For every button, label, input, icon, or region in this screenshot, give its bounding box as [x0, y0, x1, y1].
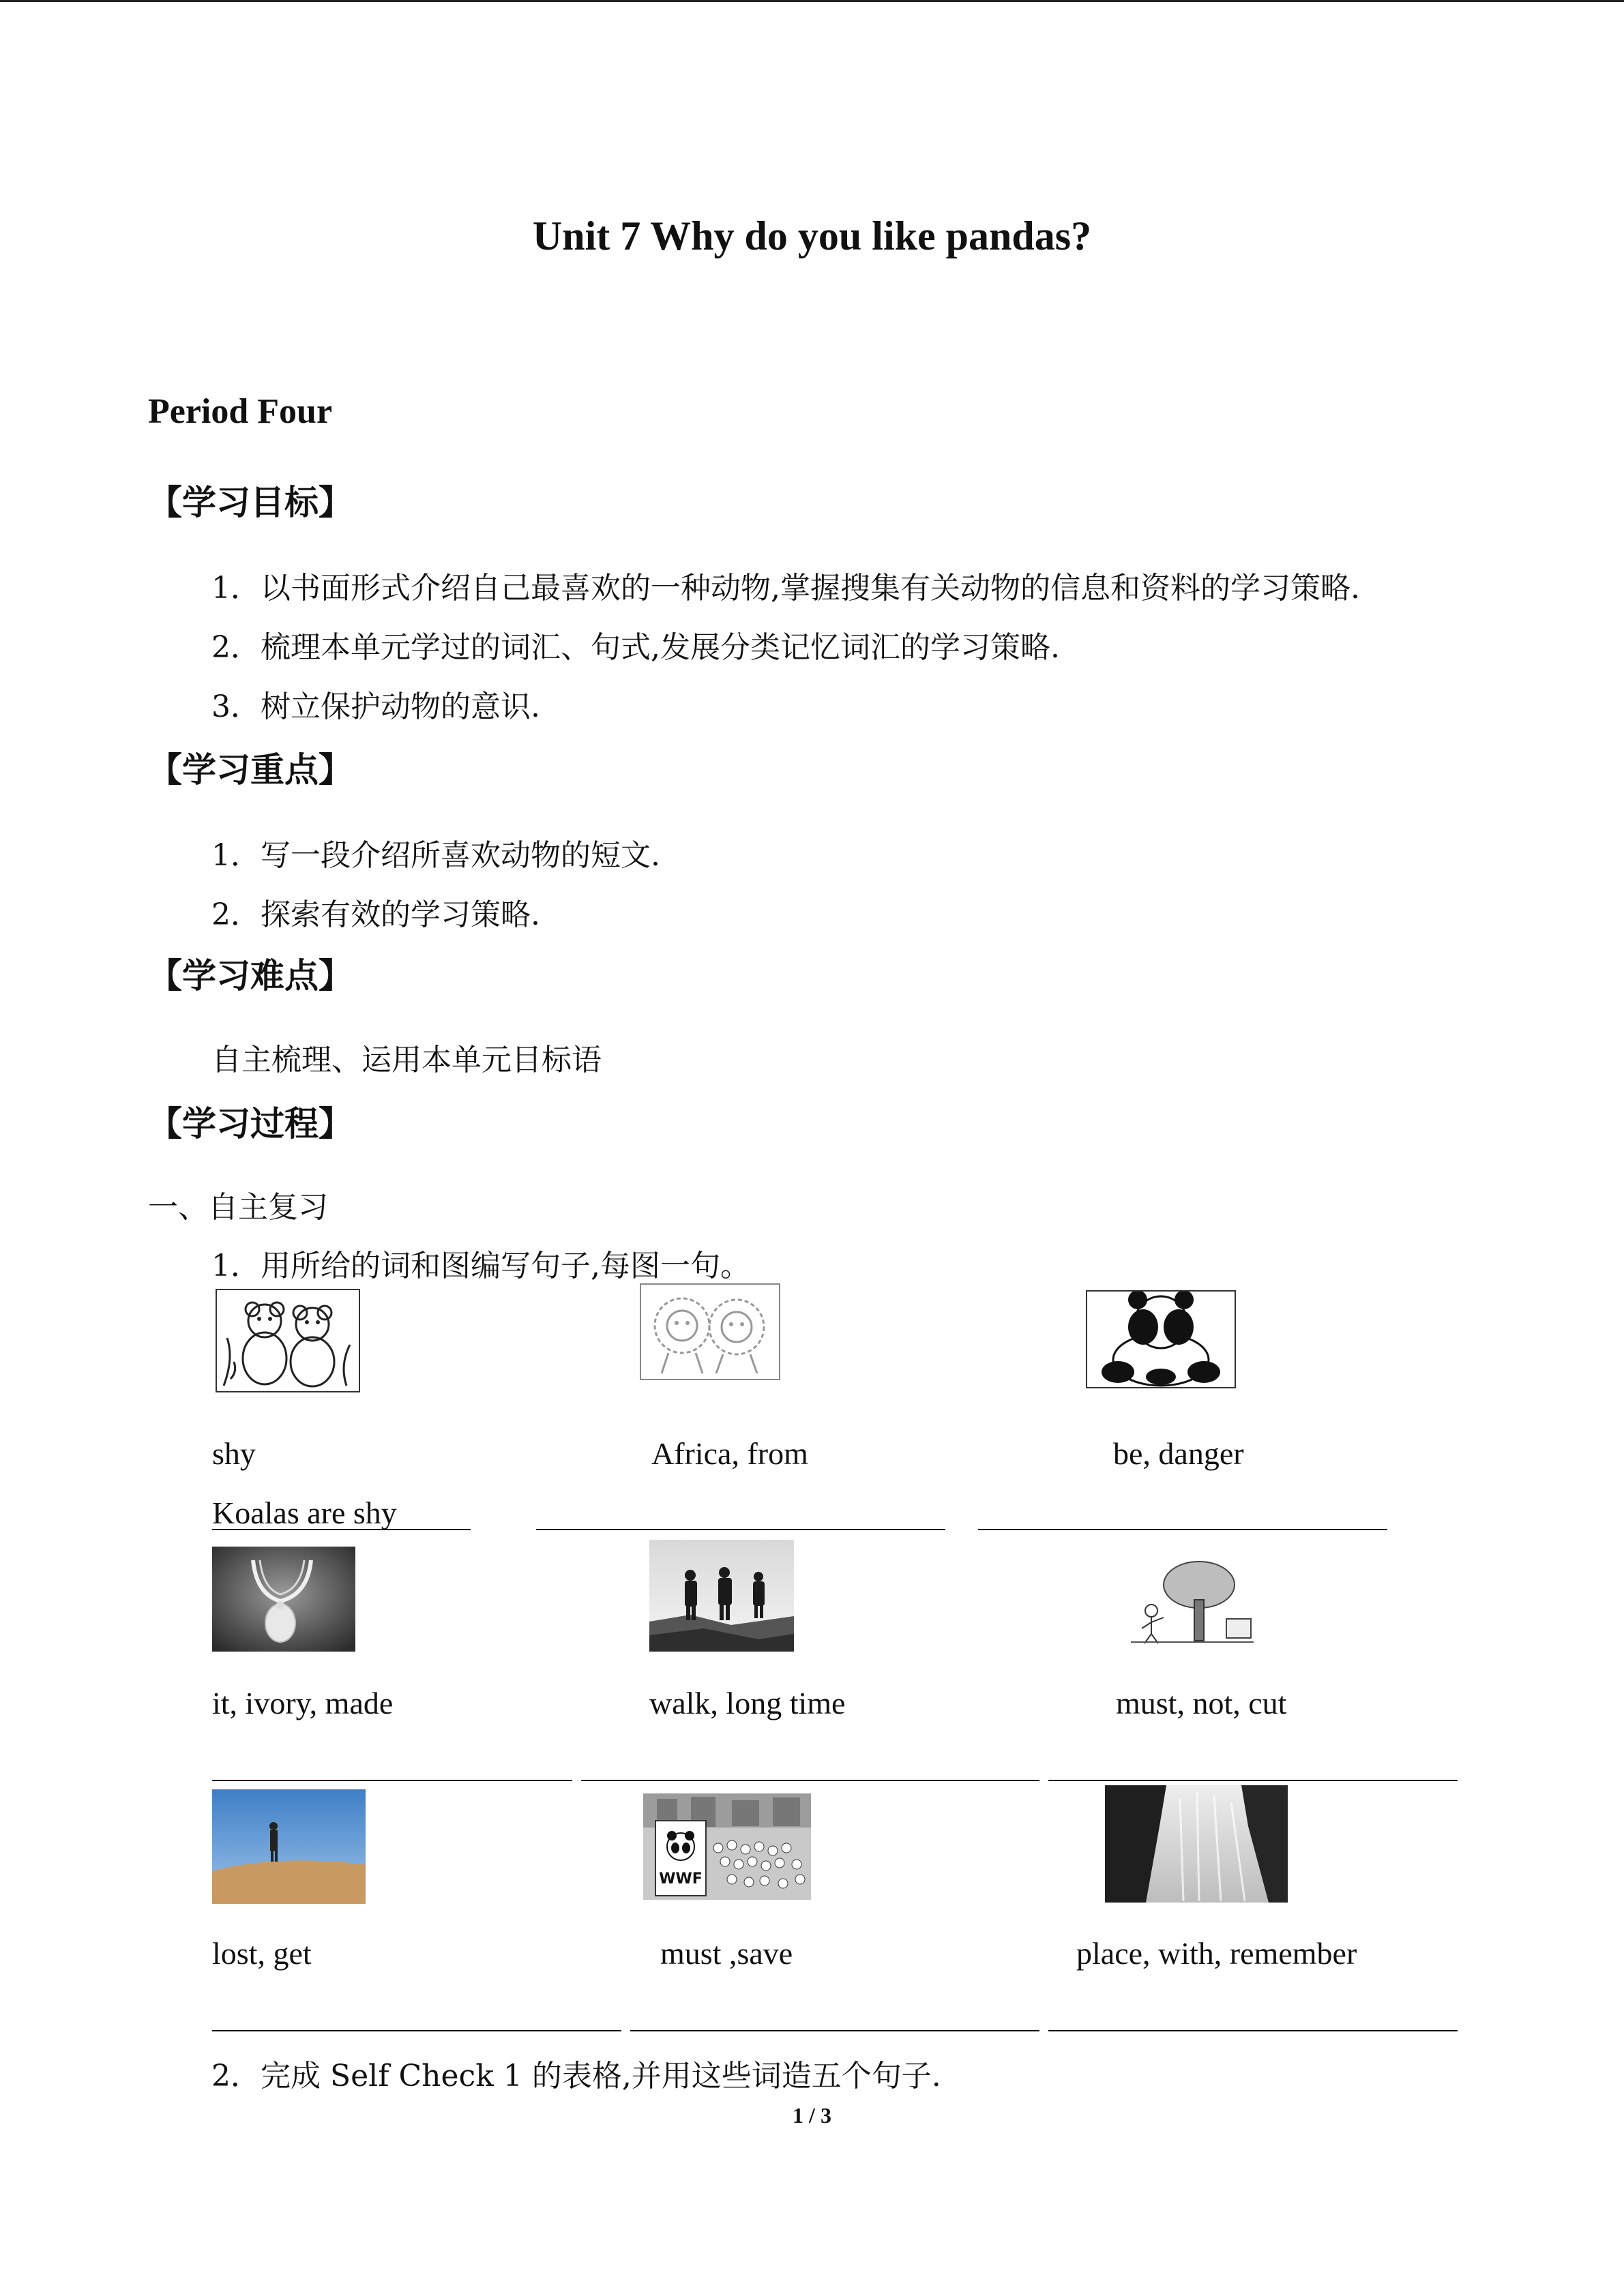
- page-top-border: [0, 0, 1624, 2]
- difficulties-text: 自主梳理、运用本单元目标语: [211, 1043, 602, 1077]
- page-number: 1 / 3: [793, 2103, 831, 2128]
- exercise-caption: shy: [212, 1436, 256, 1471]
- exercise-caption: must ,save: [660, 1936, 793, 1971]
- answer-blank[interactable]: [581, 1780, 1039, 1781]
- exercise-caption: Africa, from: [651, 1436, 808, 1471]
- process-heading: 【学习过程】: [148, 1104, 353, 1144]
- answer-blank[interactable]: [536, 1529, 945, 1530]
- task-one-instruction: 1．用所给的词和图编写句子,每图一句。: [211, 1249, 750, 1283]
- exercise-caption: it, ivory, made: [212, 1686, 394, 1720]
- hikers-photo-icon: [649, 1540, 794, 1652]
- exercise-caption: walk, long time: [649, 1686, 846, 1720]
- answer-blank[interactable]: [630, 2030, 1039, 2031]
- waterfall-photo-icon: [1105, 1785, 1288, 1903]
- task-two-instruction: 2．完成 Self Check 1 的表格,并用这些词造五个句子.: [211, 2059, 941, 2093]
- desert-walker-photo-icon: [212, 1789, 366, 1904]
- answer-blank[interactable]: [212, 1529, 471, 1530]
- objectives-heading: 【学习目标】: [148, 483, 353, 522]
- exercise-caption: lost, get: [212, 1936, 312, 1971]
- exercise-caption: be, danger: [1113, 1436, 1244, 1471]
- wwf-pandas-photo-icon: [643, 1793, 811, 1900]
- exercise-caption: must, not, cut: [1116, 1686, 1287, 1720]
- objective-item: 2．梳理本单元学过的词汇、句式,发展分类记忆词汇的学习策略.: [211, 630, 1060, 665]
- difficulties-heading: 【学习难点】: [148, 956, 353, 996]
- period-heading: Period Four: [148, 392, 333, 431]
- answer-blank[interactable]: [1048, 1780, 1458, 1781]
- answer-blank[interactable]: [978, 1529, 1387, 1530]
- key-point-item: 1．写一段介绍所喜欢动物的短文.: [211, 838, 660, 873]
- exercise-caption: place, with, remember: [1076, 1936, 1357, 1971]
- wwf-logo-text: WWF: [659, 1870, 703, 1888]
- answer-blank[interactable]: [1048, 2030, 1458, 2031]
- part-one-heading: 一、自主复习: [148, 1190, 328, 1225]
- key-points-heading: 【学习重点】: [148, 750, 353, 790]
- key-point-item: 2．探索有效的学习策略.: [211, 897, 540, 932]
- lions-sketch-icon: [640, 1283, 780, 1380]
- koalas-sketch-icon: [216, 1289, 360, 1392]
- answer-blank[interactable]: [212, 1780, 572, 1781]
- page-title: Unit 7 Why do you like pandas?: [532, 213, 1092, 258]
- objective-item: 1．以书面形式介绍自己最喜欢的一种动物,掌握搜集有关动物的信息和资料的学习策略.: [211, 571, 1360, 606]
- objective-item: 3．树立保护动物的意识.: [211, 689, 540, 724]
- tree-cutting-icon: [1124, 1557, 1258, 1649]
- panda-icon: [1086, 1290, 1236, 1388]
- ivory-necklace-icon: [212, 1547, 355, 1652]
- example-answer: Koalas are shy: [212, 1495, 397, 1530]
- answer-blank[interactable]: [212, 2030, 621, 2031]
